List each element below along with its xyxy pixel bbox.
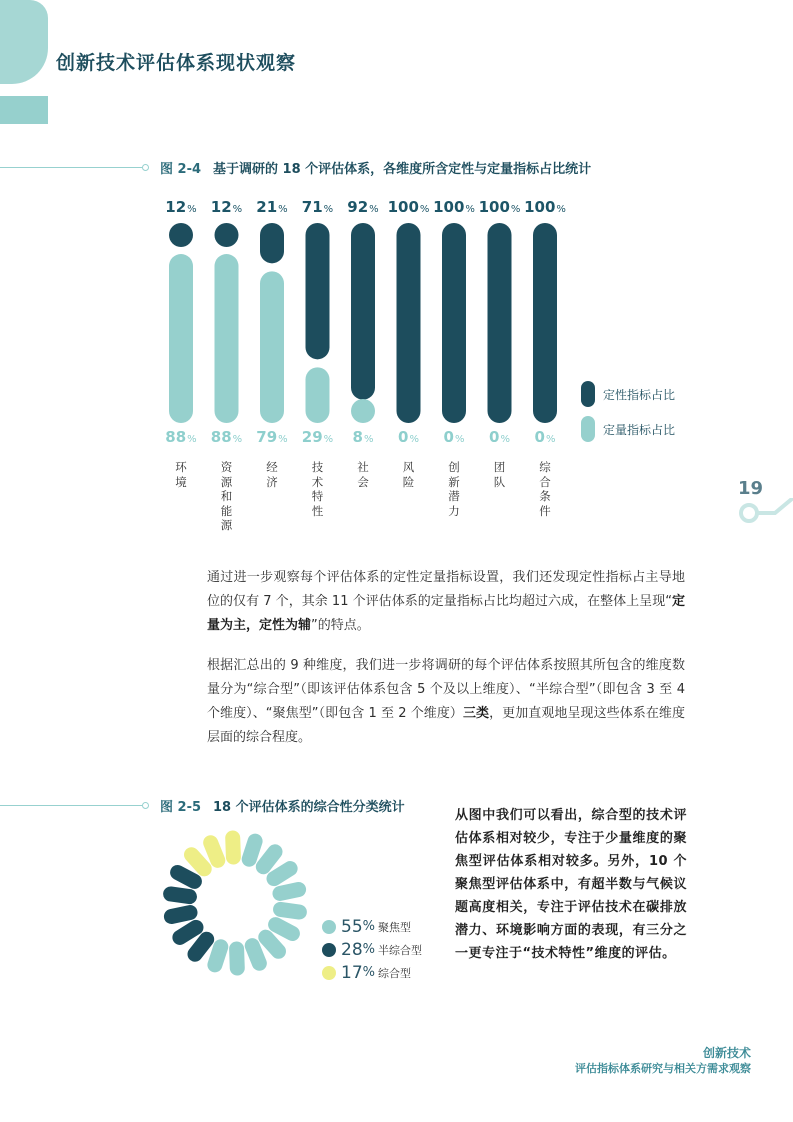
bar-label-qualitative: 92% [347, 198, 379, 216]
legend-label: 聚焦型 [378, 920, 411, 934]
legend-value: 28 [341, 939, 363, 960]
legend-label: 半综合型 [378, 943, 422, 957]
category-label: 经济 [266, 460, 278, 489]
ring-segment-半综合型 [178, 872, 195, 881]
figure-title: 18 个评估体系的综合性分类统计 [213, 800, 405, 815]
legend-value: 17 [341, 962, 363, 983]
category-label: 技术特性 [311, 460, 324, 518]
emphasis: 三类 [462, 706, 490, 721]
ring-segment-半综合型 [195, 939, 207, 954]
figure-title: 基于调研的 18 个评估体系，各维度所含定性与定量指标占比统计 [213, 162, 592, 177]
page-number-decoration [735, 498, 793, 528]
bar-label-qualitative: 12% [210, 198, 243, 216]
bar-label-quantitative: 0% [443, 428, 465, 446]
bar-label-quantitative: 29% [301, 428, 334, 446]
bar-label-qualitative: 12% [165, 198, 197, 216]
bar-qualitative-2 [260, 223, 284, 263]
category-label: 环境 [175, 460, 187, 489]
paragraph-1: 通过进一步观察每个评估体系的定性定量指标设置，我们还发现定性指标占主导地位的仅有 7 个，其余 11 个评估体系的定量指标占比均超过六成，在整体上呈现“定量为主，定性为辅”的特点。 [207, 570, 685, 633]
legend-value: 55 [341, 916, 363, 937]
bar-label-qualitative: 100% [478, 198, 521, 216]
bar-qualitative-6 [442, 223, 466, 423]
bar-label-quantitative: 88% [210, 428, 243, 446]
ring-segment-半综合型 [171, 894, 190, 897]
legend-dot-icon [322, 966, 336, 980]
page-number: 19 [738, 478, 764, 499]
legend-dot-icon [322, 920, 336, 934]
bar-quantitative-2 [260, 271, 284, 423]
bar-label-qualitative: 100% [433, 198, 475, 216]
bar-plot-area [0, 0, 793, 540]
legend-label: 综合型 [378, 966, 411, 980]
legend-swatch-quantitative [581, 416, 595, 442]
bar-quantitative-3 [306, 367, 330, 423]
figure-2-5-caption [160, 796, 405, 815]
bar-label-qualitative: 100% [524, 198, 566, 216]
ring-legend-item: 17 % 综合型 [322, 961, 422, 984]
bar-label-quantitative: 0% [489, 428, 510, 446]
category-label: 创新潜力 [448, 460, 460, 518]
bar-qualitative-3 [306, 223, 330, 359]
side-paragraph: 从图中我们可以看出，综合型的技术评估体系相对较少，专注于少量维度的聚焦型评估体系相对较多。另外，10 个聚焦型评估体系中，有超半数与气候议题高度相关，专注于评估技术在碳排放潜力、环境影响方面的表现，有三分之一更专注于“技术特性”维度的评估。 [455, 808, 687, 961]
bar-label-quantitative: 8% [352, 428, 374, 446]
ring-legend-item: 28 % 半综合型 [322, 938, 422, 961]
bar-qualitative-0 [169, 223, 193, 247]
ring-segment-综合型 [233, 838, 234, 857]
category-label: 风险 [402, 460, 415, 489]
category-label: 资源和能源 [220, 460, 233, 532]
bar-label-quantitative: 0% [534, 428, 556, 446]
footer-report-title: 评估指标体系研究与相关方需求观察 [575, 1062, 751, 1075]
bar-label-qualitative: 71% [301, 198, 334, 216]
bar-qualitative-1 [215, 223, 239, 247]
figure-number: 图 2-5 [160, 800, 202, 815]
ring-segment-聚焦型 [266, 937, 279, 951]
ring-segment-聚焦型 [274, 869, 290, 879]
ring-segment-聚焦型 [237, 949, 238, 968]
category-label: 团队 [493, 460, 506, 489]
bar-qualitative-7 [488, 223, 512, 423]
bar-quantitative-4 [351, 399, 375, 423]
ring-segment-聚焦型 [280, 889, 299, 893]
ring-segment-聚焦型 [281, 909, 300, 912]
legend-label-quantitative: 定量指标占比 [603, 423, 676, 437]
footer-section-title: 创新技术 [702, 1046, 751, 1060]
ring-segment-综合型 [192, 855, 205, 869]
category-label: 社会 [357, 460, 369, 489]
ring-segment-聚焦型 [263, 852, 275, 867]
bar-label-qualitative: 100% [387, 198, 430, 216]
caption-dot-icon [142, 802, 149, 809]
ring-segment-综合型 [211, 843, 218, 861]
ring-segment-聚焦型 [249, 841, 255, 859]
ring-segment-半综合型 [180, 927, 196, 937]
ring-segment-聚焦型 [252, 946, 259, 964]
bar-qualitative-4 [351, 223, 375, 400]
caption-divider [0, 805, 142, 806]
legend-swatch-qualitative [581, 381, 595, 407]
figure-number: 图 2-4 [160, 162, 202, 177]
bar-quantitative-0 [169, 254, 193, 423]
ring-segment-半综合型 [171, 913, 190, 917]
segmented-ring-chart [155, 830, 315, 980]
ring-segment-聚焦型 [215, 947, 221, 965]
ring-segment-聚焦型 [276, 925, 293, 934]
legend-dot-icon [322, 943, 336, 957]
bar-label-quantitative: 88% [165, 428, 197, 446]
bar-quantitative-1 [215, 254, 239, 423]
bar-qualitative-5 [397, 223, 421, 423]
bar-label-quantitative: 79% [256, 428, 288, 446]
legend-label-qualitative: 定性指标占比 [603, 388, 676, 402]
bar-label-quantitative: 0% [398, 428, 419, 446]
ring-legend-item: 55 % 聚焦型 [322, 915, 422, 938]
page-title: 创新技术评估体系现状观察 [56, 52, 297, 74]
ring-chart-legend [322, 915, 422, 984]
emphasis: 定量为主，定性为辅 [207, 594, 685, 633]
bar-label-qualitative: 21% [256, 198, 288, 216]
category-label: 综合条件 [539, 460, 551, 518]
bar-qualitative-8 [533, 223, 557, 423]
paragraph-2: 根据汇总出的 9 种维度，我们进一步将调研的每个评估体系按照其所包含的维度数量分为“综合型”（即该评估体系包含 5 个及以上维度）、“半综合型”（即包含 3 至 4 个维度）、“聚焦型”（即包含 1 至 2 个维度）三类，更加直观地呈现这些体系在维度层面的综合程度。 [207, 658, 685, 745]
